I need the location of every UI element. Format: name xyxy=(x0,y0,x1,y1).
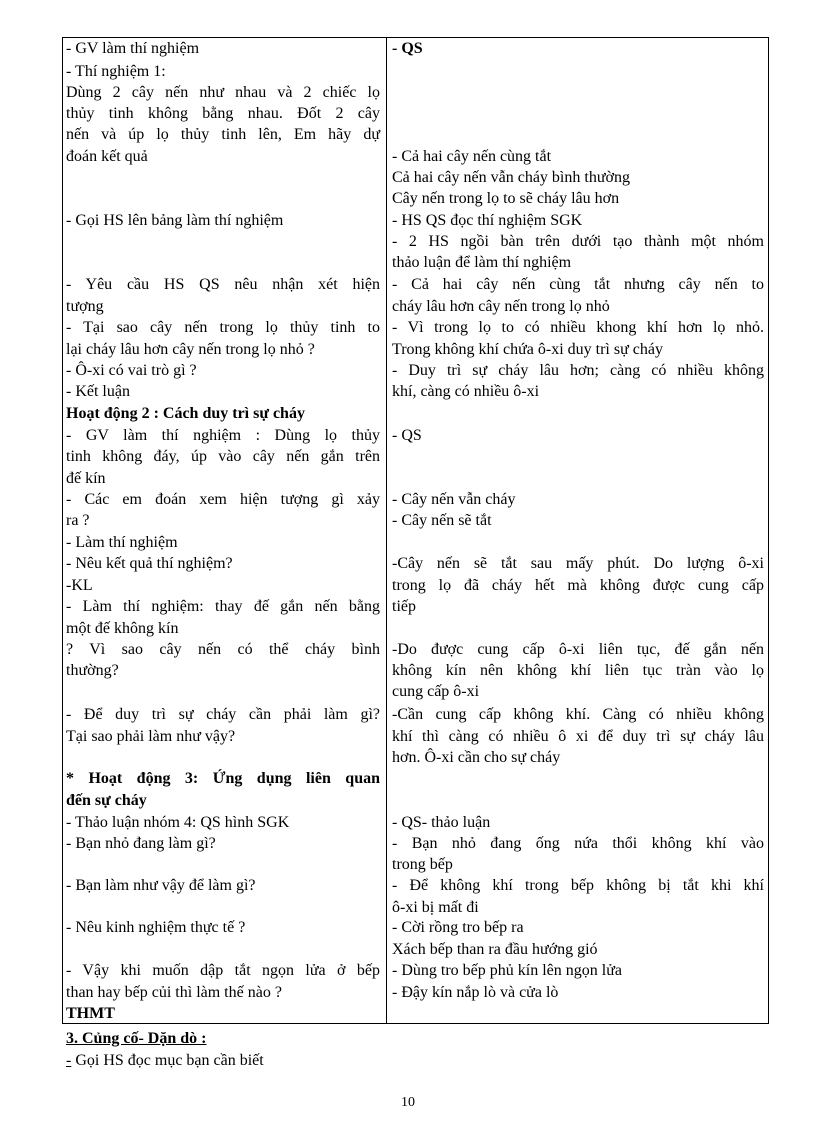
left-line: -KL xyxy=(66,577,93,594)
column-divider xyxy=(386,37,387,1024)
page-number: 10 xyxy=(401,1095,415,1110)
right-line: -Do được cung cấp ô-xi liên tục, đế gắn nến xyxy=(392,641,764,658)
left-line: - Bạn làm như vậy để làm gì? xyxy=(66,877,256,894)
right-line: tiếp xyxy=(392,598,416,615)
right-line: - Đậy kín nắp lò và cửa lò xyxy=(392,984,559,1001)
left-line: than hay bếp củi thì làm thế nào ? xyxy=(66,984,282,1001)
left-line: - Nêu kinh nghiệm thực tế ? xyxy=(66,919,246,936)
left-line: đế kín xyxy=(66,470,106,487)
left-line: ra ? xyxy=(66,512,90,529)
left-line: Hoạt động 2 : Cách duy trì sự cháy xyxy=(66,405,305,422)
left-line: - Ô-xi có vai trò gì ? xyxy=(66,362,197,379)
right-line: khí thì càng có nhiều ô xi để duy trì sự cháy lâu xyxy=(392,728,764,745)
left-line: - Làm thí nghiệm: thay đế gắn nến bằng xyxy=(66,598,380,615)
right-line: -Cần cung cấp không khí. Càng có nhiều không xyxy=(392,706,764,723)
right-line: - HS QS đọc thí nghiệm SGK xyxy=(392,212,583,229)
footer-item-text: Gọi HS đọc mục bạn cần biết xyxy=(71,1052,264,1069)
right-line: - Cời rồng tro bếp ra xyxy=(392,919,524,936)
right-line: thảo luận để làm thí nghiệm xyxy=(392,254,572,271)
right-line: - Để không khí trong bếp không bị tắt khi khí xyxy=(392,877,764,894)
right-line: - Vì trong lọ to có nhiều khong khí hơn lọ nhỏ. xyxy=(392,319,764,336)
left-line: - Nêu kết quả thí nghiệm? xyxy=(66,555,233,572)
left-line: thủy tinh không bằng nhau. Đốt 2 cây xyxy=(66,105,380,122)
left-line: tinh không đáy, úp vào cây nến gắn trên xyxy=(66,448,380,465)
left-line: Tại sao phải làm như vậy? xyxy=(66,728,236,745)
right-line: - Cây nến vẫn cháy xyxy=(392,491,516,508)
left-line: - Tại sao cây nến trong lọ thủy tinh to xyxy=(66,319,380,336)
left-line: thường? xyxy=(66,662,119,679)
footer-item-dash: - xyxy=(66,1052,72,1069)
left-line: - Để duy trì sự cháy cần phải làm gì? xyxy=(66,706,380,723)
right-line: khí, càng có nhiều ô-xi xyxy=(392,383,540,400)
left-line: - Vậy khi muốn dập tắt ngọn lửa ở bếp xyxy=(66,962,380,979)
left-line: THMT xyxy=(66,1005,115,1022)
footer-item xyxy=(66,1050,264,1071)
left-line: tượng xyxy=(66,298,104,315)
right-line: - QS- thảo luận xyxy=(392,814,491,831)
left-line: * Hoạt động 3: Ứng dụng liên quan xyxy=(66,770,380,787)
right-line: cung cấp ô-xi xyxy=(392,683,480,700)
left-line: - Yêu cầu HS QS nêu nhận xét hiện xyxy=(66,276,380,293)
right-line: cháy lâu hơn cây nến trong lọ nhỏ xyxy=(392,298,610,315)
left-line: đến sự cháy xyxy=(66,792,147,809)
left-line: - GV làm thí nghiệm xyxy=(66,40,200,57)
section-heading: 3. Củng cố- Dặn dò : xyxy=(66,1030,207,1047)
right-line: - QS xyxy=(392,40,423,57)
right-line: - Cả hai cây nến cùng tắt nhưng cây nến to xyxy=(392,276,764,293)
right-line: Cả hai cây nến vẫn cháy bình thường xyxy=(392,169,630,186)
right-line: - Bạn nhỏ đang ống nứa thổi không khí vào xyxy=(392,835,764,852)
left-line: nến và úp lọ thủy tinh lên, Em hãy dự xyxy=(66,126,380,143)
right-line: - Cả hai cây nến cùng tắt xyxy=(392,148,552,165)
right-line: trong bếp xyxy=(392,856,453,873)
right-line: Xách bếp than ra đầu hướng gió xyxy=(392,941,598,958)
left-line: Dùng 2 cây nến như nhau và 2 chiếc lọ xyxy=(66,84,380,101)
right-line: không kín nên không khí liên tục tràn vào lọ xyxy=(392,662,764,679)
left-line: - Thí nghiệm 1: xyxy=(66,63,166,80)
right-line: hơn. Ô-xi cần cho sự cháy xyxy=(392,749,561,766)
left-line: - Kết luận xyxy=(66,383,130,400)
right-line: Cây nến trong lọ to sẽ cháy lâu hơn xyxy=(392,190,620,207)
left-line: - Các em đoán xem hiện tượng gì xảy xyxy=(66,491,380,508)
right-line: - Cây nến sẽ tắt xyxy=(392,512,492,529)
left-line: - Thảo luận nhóm 4: QS hình SGK xyxy=(66,814,290,831)
left-line: một đế không kín xyxy=(66,620,179,637)
left-line: - Gọi HS lên bảng làm thí nghiệm xyxy=(66,212,284,229)
right-line: - 2 HS ngồi bàn trên dưới tạo thành một nhóm xyxy=(392,233,764,250)
right-line: - QS xyxy=(392,427,422,444)
left-line: lại cháy lâu hơn cây nến trong lọ nhỏ ? xyxy=(66,341,315,358)
right-line: trong lọ đã cháy hết mà không được cung cấp xyxy=(392,577,764,594)
left-line: ? Vì sao cây nến có thể cháy bình xyxy=(66,641,380,658)
left-line: đoán kết quả xyxy=(66,148,148,165)
right-line: - Duy trì sự cháy lâu hơn; càng có nhiều không xyxy=(392,362,764,379)
left-line: - GV làm thí nghiệm : Dùng lọ thủy xyxy=(66,427,380,444)
left-line: - Bạn nhỏ đang làm gì? xyxy=(66,835,216,852)
right-line: -Cây nến sẽ tắt sau mấy phút. Do lượng ô-xi xyxy=(392,555,764,572)
left-line: - Làm thí nghiệm xyxy=(66,534,178,551)
right-line: Trong không khí chứa ô-xi duy trì sự cháy xyxy=(392,341,663,358)
right-line: ô-xi bị mất đi xyxy=(392,899,479,916)
right-line: - Dùng tro bếp phủ kín lên ngọn lửa xyxy=(392,962,622,979)
